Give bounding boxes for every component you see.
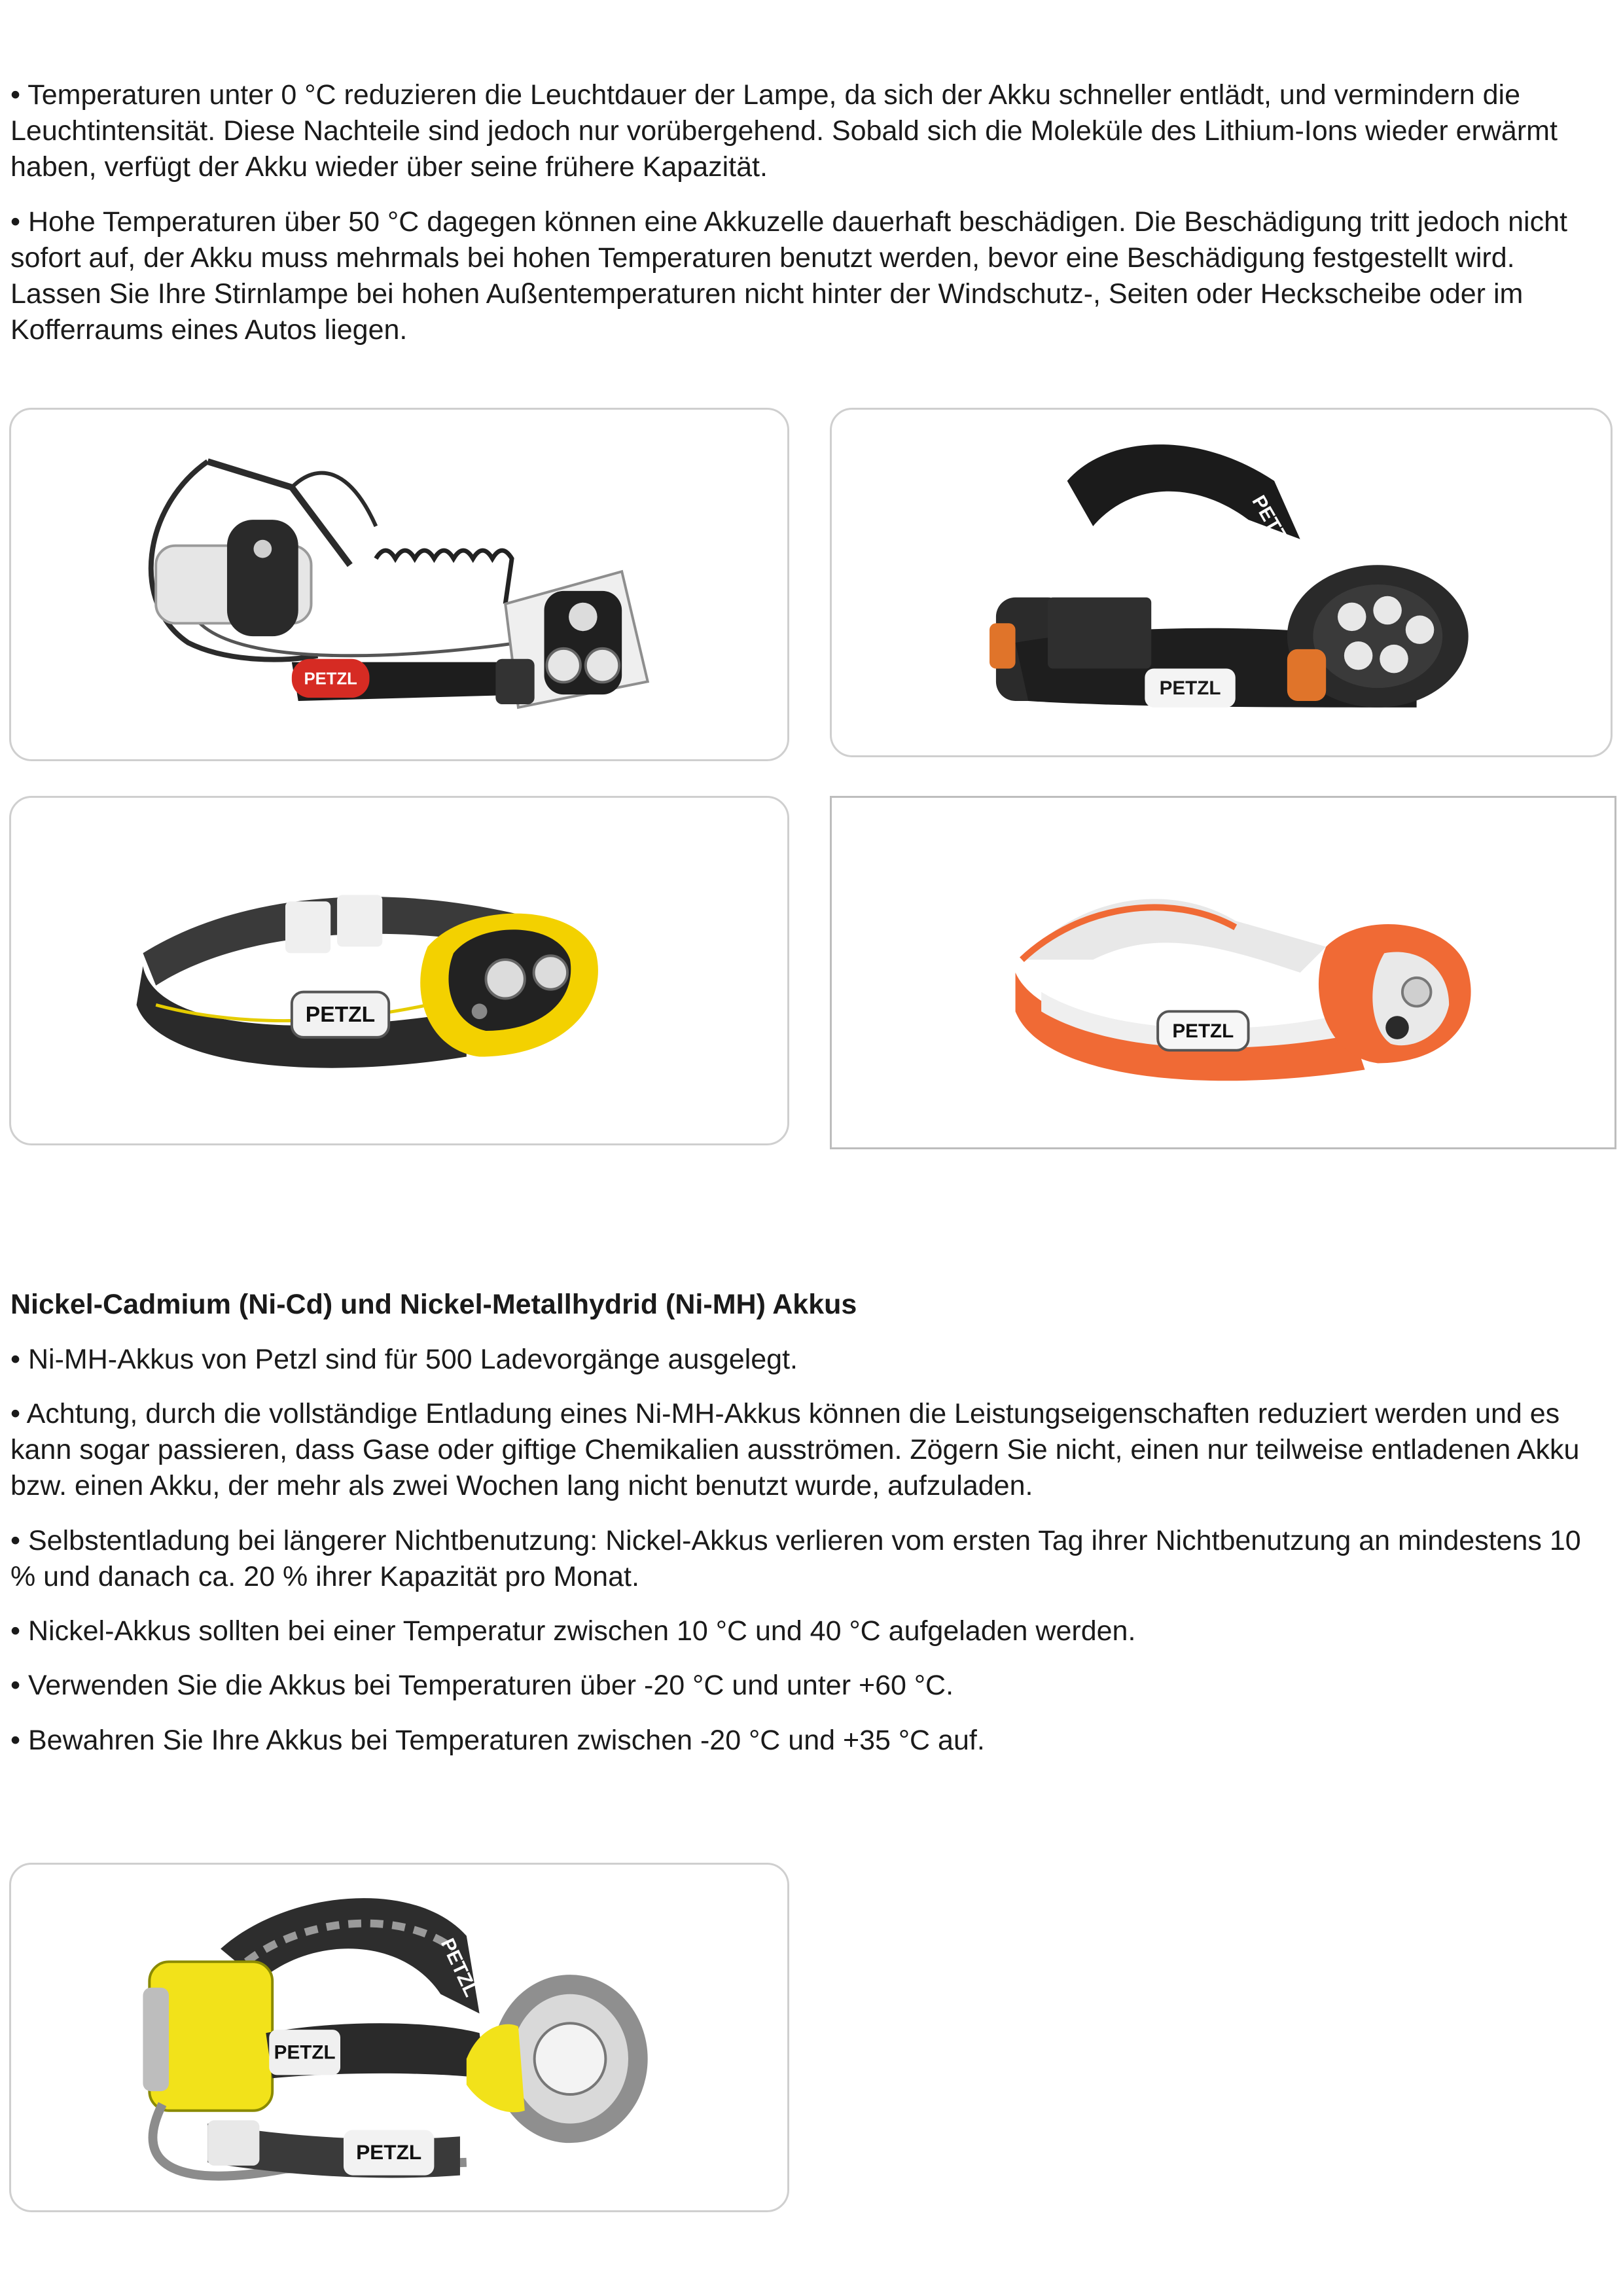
product-card-duo [9, 1863, 789, 2212]
product-card-tikka-rxp [830, 796, 1616, 1149]
paragraph-storage-temperature: • Bewahren Sie Ihre Akkus bei Temperaturen zwischen -20 °C und +35 °C auf. [10, 1725, 985, 1756]
paragraph-nimh-discharge: • Achtung, durch die vollständige Entladung eines Ni-MH-Akkus können die Leistungseigenschaften reduziert werden und es kann sogar passieren, dass Gase oder giftige Chemikalien ausströmen. Zögern Sie nicht, einen nur teilweise entladenen Akku bzw. einen Akku, der mehr als zwei Wochen lang nicht benutzt wurde, aufzuladen. [10, 1398, 1580, 1501]
headlamp-tikka-rxp-icon [832, 798, 1614, 1147]
product-card-ultra [830, 408, 1613, 757]
section-heading-nickel-akkus: Nickel-Cadmium (Ni-Cd) und Nickel-Metallhydrid (Ni-MH) Akkus [10, 1289, 857, 1320]
paragraph-high-temperature: • Hohe Temperaturen über 50 °C dagegen können eine Akkuzelle dauerhaft beschädigen. Die Beschädigung tritt jedoch nicht sofort auf, der Akku muss mehrmals bei hohen Temperaturen benutzt werden, bevor eine Beschädigung festgestellt wird. Lassen Sie Ihre Stirnlampe bei hohen Außentemperaturen nicht hinter der Windschutz-, Seiten oder Heckscheibe oder im Kofferraums eines Autos liegen. [10, 206, 1567, 346]
nao-logo: PETZL [304, 670, 357, 689]
ultra-top-logo: PETZL [1247, 492, 1297, 556]
duo-top-logo: PETZL [436, 1935, 482, 2000]
tikka-logo: PETZL [1172, 1020, 1234, 1042]
paragraph-nimh-cycles: • Ni-MH-Akkus von Petzl sind für 500 Ladevorgänge ausgelegt. [10, 1344, 798, 1375]
ultra-logo: PETZL [1159, 677, 1221, 700]
headlamp-nao-icon [11, 410, 787, 759]
duo-logo: PETZL [356, 2140, 422, 2164]
product-card-nao [9, 408, 789, 761]
paragraph-self-discharge: • Selbstentladung bei längerer Nichtbenutzung: Nickel-Akkus verlieren vom ersten Tag ihrer Nichtbenutzung an mindestens 10 % und danach ca. 20 % ihrer Kapazität pro Monat. [10, 1525, 1581, 1592]
paragraph-cold-temperature: • Temperaturen unter 0 °C reduzieren die Leuchtdauer der Lampe, da sich der Akku schneller entlädt, und vermindern die Leuchtintensität. Diese Nachteile sind jedoch nur vorübergehend. Sobald sich die Moleküle des Lithium-Ions wieder erwärmt haben, verfügt der Akku wieder über seine frühere Kapazität. [10, 79, 1558, 183]
headlamp-pixa-icon [11, 798, 787, 1143]
duo-band-logo: PETZL [274, 2041, 336, 2064]
paragraph-use-temperature: • Verwenden Sie die Akkus bei Temperaturen über -20 °C und unter +60 °C. [10, 1670, 954, 1701]
headlamp-duo-icon [11, 1865, 787, 2210]
product-card-pixa [9, 796, 789, 1145]
paragraph-charge-temperature: • Nickel-Akkus sollten bei einer Temperatur zwischen 10 °C und 40 °C aufgeladen werden. [10, 1615, 1136, 1647]
headlamp-ultra-icon [832, 410, 1611, 755]
pixa-logo: PETZL [305, 1003, 376, 1028]
